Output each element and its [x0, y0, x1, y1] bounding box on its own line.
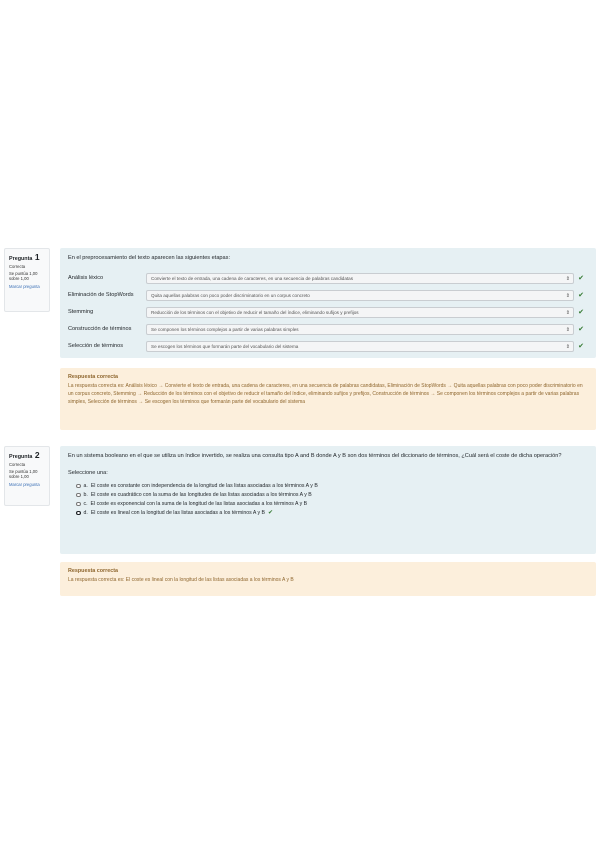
- match-row: [68, 289, 584, 301]
- question-number: [9, 450, 46, 460]
- check-icon: ✔: [578, 275, 584, 282]
- answer-option-c[interactable]: [76, 499, 588, 508]
- option-text: El coste es constante con independencia de la longitud de las listas asociadas a los términos A y B: [90, 482, 318, 489]
- question-text: En un sistema booleano en el que se utiliza un índice invertido, se realiza una consulta tipo A and B donde A y B son dos términos del diccionario de términos, ¿Cuál será el coste de dicha operación?: [68, 453, 562, 459]
- match-select-value: Se componen los términos complejos a partir de varias palabras simples: [151, 326, 299, 332]
- match-row-label: Análisis léxico: [68, 275, 104, 281]
- match-select-value: Se escogen los términos que formarán parte del vocabulario del sistema: [151, 343, 299, 349]
- option-text: El coste es exponencial con la suma de la longitud de las listas asociadas a los términos A y B: [90, 500, 308, 507]
- check-icon: ✔: [578, 326, 584, 333]
- match-select-value: Quita aquellas palabras con poco poder discriminatorio en un corpus concreto: [151, 292, 310, 298]
- option-letter: b.: [83, 491, 88, 498]
- question-label: Pregunta: [9, 256, 33, 262]
- question-feedback-1: [60, 368, 596, 430]
- answer-option-d[interactable]: [76, 508, 588, 517]
- question-formulation-1: [60, 248, 596, 358]
- caret-updown-icon: ⇕: [565, 292, 570, 299]
- check-icon: ✔: [578, 292, 584, 299]
- radio-button[interactable]: [76, 511, 81, 516]
- question-text: En el preprocesamiento del texto aparecen las siguientes etapas:: [68, 255, 231, 261]
- match-row: [68, 323, 584, 335]
- answer-options: [76, 481, 588, 517]
- match-select[interactable]: [146, 290, 574, 301]
- option-text: El coste es lineal con la longitud de las listas asociadas a los términos A y B: [90, 509, 265, 516]
- question-feedback-2: [60, 562, 596, 596]
- match-select[interactable]: [146, 273, 574, 284]
- option-letter: d.: [83, 509, 88, 516]
- question-number: [9, 252, 46, 262]
- option-letter: c.: [83, 500, 88, 507]
- caret-updown-icon: ⇕: [565, 309, 570, 316]
- match-select[interactable]: [146, 324, 574, 335]
- check-icon: ✔: [578, 343, 584, 350]
- match-row-label: Construcción de términos: [68, 326, 132, 332]
- match-row-label: Eliminación de StopWords: [68, 292, 134, 298]
- question-grade: Se puntúa 1,00 sobre 1,00: [9, 469, 38, 480]
- radio-button[interactable]: [76, 493, 81, 498]
- feedback-title: Respuesta correcta: [68, 568, 119, 574]
- match-row-label: Selección de términos: [68, 343, 124, 349]
- question-state: Correcta: [9, 462, 26, 467]
- question-label: Pregunta: [9, 454, 33, 460]
- question-formulation-2: [60, 446, 596, 554]
- flag-question-link[interactable]: Marcar pregunta: [9, 283, 40, 289]
- radio-button[interactable]: [76, 502, 81, 507]
- feedback-text: La respuesta correcta es: El coste es lineal con la longitud de las listas asociadas a los términos A y B: [68, 577, 294, 583]
- feedback-text: La respuesta correcta es: Análisis léxico → Convierte el texto de entrada, una cadena de caracteres, en una secuencia de palabras candidatas, Eliminación de StopWords → Quita aquellas palabras con poco poder discriminatorio en un corpus concreto, Stemming → Reducción de los términos con el objetivo de reducir el tamaño del índice, eliminando sufijos y prefijos, Construcción de términos → Se componen los términos complejos a partir de varias palabras simples, Selección de términos → Se escogen los términos que formarán parte del vocabulario del sistema: [68, 383, 583, 405]
- match-row: [68, 306, 584, 318]
- answer-option-b[interactable]: [76, 490, 588, 499]
- match-row: [68, 272, 584, 284]
- question-state: Correcta: [9, 264, 26, 269]
- option-letter: a.: [83, 482, 88, 489]
- match-select[interactable]: [146, 307, 574, 318]
- check-icon: ✔: [268, 510, 274, 517]
- caret-updown-icon: ⇕: [565, 326, 570, 333]
- feedback-title: Respuesta correcta: [68, 374, 119, 380]
- question-number-value: 2: [34, 450, 40, 460]
- match-row-label: Stemming: [68, 309, 94, 315]
- question-number-value: 1: [34, 252, 40, 262]
- caret-updown-icon: ⇕: [565, 343, 570, 350]
- question-info-1: [4, 248, 50, 312]
- match-select-value: Reducción de los términos con el objetivo de reducir el tamaño del índice, eliminando sufijos y prefijos: [151, 309, 359, 315]
- check-icon: ✔: [578, 309, 584, 316]
- answer-option-a[interactable]: [76, 481, 588, 490]
- match-row: [68, 340, 584, 352]
- caret-updown-icon: ⇕: [565, 275, 570, 282]
- flag-question-link[interactable]: Marcar pregunta: [9, 481, 40, 487]
- match-select[interactable]: [146, 341, 574, 352]
- answer-prompt: Seleccione una:: [68, 470, 108, 477]
- question-info-2: [4, 446, 50, 506]
- radio-button[interactable]: [76, 484, 81, 489]
- option-text: El coste es cuadrático con la suma de las longitudes de las listas asociadas a los términos A y B: [90, 491, 312, 498]
- question-grade: Se puntúa 1,00 sobre 1,00: [9, 271, 38, 282]
- match-select-value: Convierte el texto de entrada, una cadena de caracteres, en una secuencia de palabras candidatas: [151, 275, 354, 281]
